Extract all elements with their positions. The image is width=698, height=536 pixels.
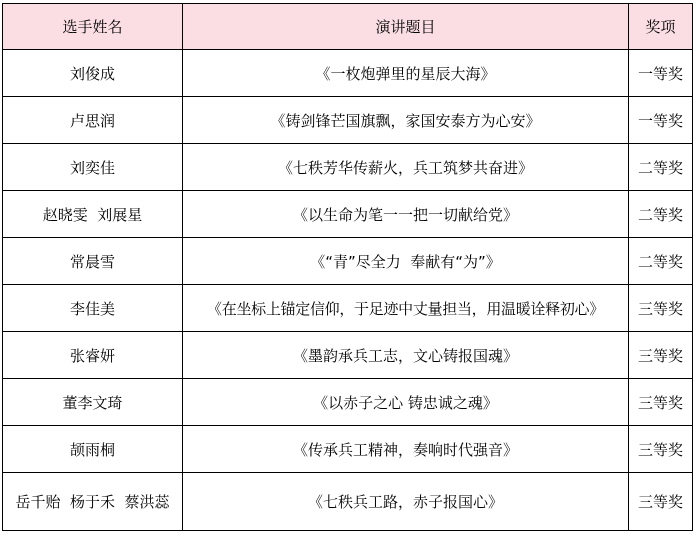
cell-contestant-name: 董李文琦 — [3, 379, 183, 426]
cell-speech-title: 《以赤子之心 铸忠诚之魂》 — [183, 379, 629, 426]
cell-contestant-name: 张睿妍 — [3, 332, 183, 379]
table-row — [3, 332, 693, 379]
cell-award: 一等奖 — [629, 97, 693, 144]
cell-speech-title: 《七秩芳华传薪火，兵工筑梦共奋进》 — [183, 144, 629, 191]
table-row — [3, 50, 693, 97]
table-header — [3, 4, 693, 50]
cell-award: 三等奖 — [629, 473, 693, 531]
table-row — [3, 379, 693, 426]
cell-award: 三等奖 — [629, 426, 693, 473]
cell-contestant-name: 李佳美 — [3, 285, 183, 332]
table-row — [3, 238, 693, 285]
cell-contestant-name: 赵晓雯 刘展星 — [3, 191, 183, 238]
header-speech-title: 演讲题目 — [183, 4, 629, 50]
cell-speech-title: 《铸剑锋芒国旗飘，家国安泰方为心安》 — [183, 97, 629, 144]
cell-award: 三等奖 — [629, 379, 693, 426]
cell-contestant-name: 颉雨桐 — [3, 426, 183, 473]
table-row — [3, 144, 693, 191]
cell-speech-title: 《传承兵工精神，奏响时代强音》 — [183, 426, 629, 473]
cell-contestant-name: 常晨雪 — [3, 238, 183, 285]
cell-award: 一等奖 — [629, 50, 693, 97]
table-row — [3, 285, 693, 332]
table-row — [3, 97, 693, 144]
header-award: 奖项 — [629, 4, 693, 50]
cell-award: 二等奖 — [629, 144, 693, 191]
cell-award: 三等奖 — [629, 332, 693, 379]
cell-speech-title: 《一枚炮弹里的星辰大海》 — [183, 50, 629, 97]
cell-award: 三等奖 — [629, 285, 693, 332]
cell-contestant-name: 刘奕佳 — [3, 144, 183, 191]
cell-speech-title: 《以生命为笔一一把一切献给党》 — [183, 191, 629, 238]
awards-table — [2, 3, 693, 531]
cell-contestant-name: 刘俊成 — [3, 50, 183, 97]
cell-speech-title: 《“青”尽全力 奉献有“为”》 — [183, 238, 629, 285]
cell-speech-title: 《在坐标上锚定信仰，于足迹中丈量担当，用温暖诠释初心》 — [183, 285, 629, 332]
cell-contestant-name: 卢思润 — [3, 97, 183, 144]
table-row — [3, 426, 693, 473]
cell-award: 二等奖 — [629, 238, 693, 285]
cell-speech-title: 《七秩兵工路，赤子报国心》 — [183, 473, 629, 531]
cell-award: 二等奖 — [629, 191, 693, 238]
cell-contestant-name: 岳千贻 杨于禾 蔡洪蕊 — [3, 473, 183, 531]
table-body — [3, 50, 693, 531]
header-contestant-name: 选手姓名 — [3, 4, 183, 50]
table-row — [3, 191, 693, 238]
header-row — [3, 4, 693, 50]
cell-speech-title: 《墨韵承兵工志，文心铸报国魂》 — [183, 332, 629, 379]
table-row — [3, 473, 693, 531]
